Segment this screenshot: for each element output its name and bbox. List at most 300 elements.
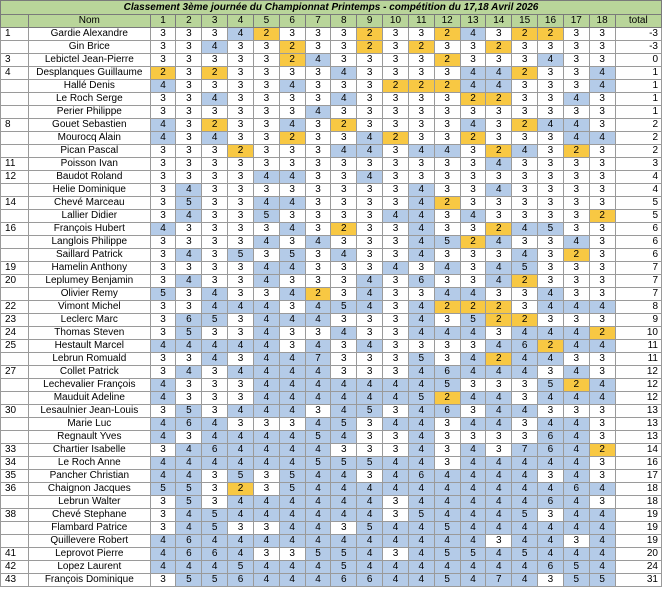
score-cell: 3 <box>150 93 176 106</box>
score-cell: 3 <box>357 327 383 340</box>
score-cell: 3 <box>253 548 279 561</box>
score-cell: 4 <box>408 496 434 509</box>
score-cell: 3 <box>202 379 228 392</box>
score-cell: 4 <box>305 366 331 379</box>
score-cell: 3 <box>279 184 305 197</box>
score-cell: 4 <box>357 509 383 522</box>
rank-cell <box>1 132 29 145</box>
player-row <box>1 444 662 457</box>
score-cell: 3 <box>150 236 176 249</box>
player-row <box>1 223 662 236</box>
score-cell: 3 <box>408 28 434 41</box>
score-cell: 3 <box>228 41 254 54</box>
score-cell: 3 <box>486 171 512 184</box>
score-cell: 4 <box>512 405 538 418</box>
score-cell: 4 <box>512 522 538 535</box>
score-cell: 4 <box>460 561 486 574</box>
score-cell: 3 <box>434 119 460 132</box>
rank-cell <box>1 80 29 93</box>
score-cell: 3 <box>305 171 331 184</box>
score-cell: 4 <box>253 509 279 522</box>
rank-cell <box>1 210 29 223</box>
score-cell: 3 <box>279 106 305 119</box>
total-cell: 17 <box>615 470 661 483</box>
score-cell: 3 <box>253 132 279 145</box>
total-cell: 3 <box>615 158 661 171</box>
score-cell: 3 <box>434 249 460 262</box>
score-cell: 3 <box>563 28 589 41</box>
player-row <box>1 28 662 41</box>
score-cell: 2 <box>228 145 254 158</box>
score-cell: 3 <box>589 496 615 509</box>
score-cell: 3 <box>176 119 202 132</box>
score-cell: 6 <box>408 275 434 288</box>
player-name: Lallier Didier <box>28 210 150 223</box>
score-cell: 4 <box>279 288 305 301</box>
player-name: Chevé Stephane <box>28 509 150 522</box>
player-name: Gin Brice <box>28 41 150 54</box>
score-cell: 3 <box>589 54 615 67</box>
score-cell: 4 <box>150 119 176 132</box>
score-cell: 2 <box>460 132 486 145</box>
score-cell: 3 <box>434 340 460 353</box>
score-cell: 3 <box>512 210 538 223</box>
total-cell: 11 <box>615 340 661 353</box>
score-cell: 3 <box>383 288 409 301</box>
score-cell: 4 <box>563 301 589 314</box>
score-cell: 5 <box>408 392 434 405</box>
score-cell: 3 <box>589 106 615 119</box>
score-cell: 3 <box>563 405 589 418</box>
score-cell: 3 <box>305 158 331 171</box>
score-cell: 4 <box>434 509 460 522</box>
score-cell: 5 <box>279 249 305 262</box>
hole-header: 2 <box>176 15 202 28</box>
score-cell: 3 <box>357 262 383 275</box>
score-cell: 3 <box>512 301 538 314</box>
hole-header: 15 <box>512 15 538 28</box>
score-cell: 4 <box>408 457 434 470</box>
score-cell: 4 <box>486 457 512 470</box>
player-row <box>1 392 662 405</box>
score-cell: 4 <box>228 444 254 457</box>
score-cell: 3 <box>538 236 564 249</box>
score-cell: 7 <box>512 444 538 457</box>
score-cell: 5 <box>176 327 202 340</box>
score-cell: 3 <box>563 288 589 301</box>
score-cell: 3 <box>176 431 202 444</box>
score-cell: 3 <box>331 262 357 275</box>
score-cell: 3 <box>202 483 228 496</box>
total-cell: 12 <box>615 379 661 392</box>
score-cell: 3 <box>512 392 538 405</box>
score-cell: 5 <box>563 574 589 587</box>
score-cell: 4 <box>331 496 357 509</box>
score-cell: 2 <box>383 132 409 145</box>
score-cell: 4 <box>305 574 331 587</box>
score-cell: 4 <box>512 145 538 158</box>
score-cell: 2 <box>279 41 305 54</box>
score-cell: 3 <box>228 314 254 327</box>
total-cell: 5 <box>615 210 661 223</box>
player-row <box>1 314 662 327</box>
score-cell: 4 <box>150 379 176 392</box>
score-cell: 4 <box>228 509 254 522</box>
player-row <box>1 249 662 262</box>
score-cell: 3 <box>383 236 409 249</box>
score-cell: 4 <box>357 275 383 288</box>
score-cell: 3 <box>486 28 512 41</box>
score-cell: 2 <box>460 93 486 106</box>
score-cell: 3 <box>563 67 589 80</box>
score-cell: 3 <box>331 171 357 184</box>
score-cell: 5 <box>253 210 279 223</box>
score-cell: 4 <box>150 80 176 93</box>
score-cell: 3 <box>150 301 176 314</box>
score-cell: 4 <box>253 171 279 184</box>
score-cell: 4 <box>408 379 434 392</box>
score-cell: 4 <box>383 535 409 548</box>
score-cell: 3 <box>563 275 589 288</box>
score-cell: 4 <box>434 327 460 340</box>
score-cell: 3 <box>253 158 279 171</box>
player-row <box>1 418 662 431</box>
score-cell: 2 <box>331 119 357 132</box>
score-cell: 6 <box>202 444 228 457</box>
score-cell: 5 <box>563 561 589 574</box>
total-cell: 1 <box>615 80 661 93</box>
score-cell: 4 <box>279 457 305 470</box>
score-cell: 3 <box>150 249 176 262</box>
score-cell: 3 <box>331 80 357 93</box>
score-cell: 3 <box>176 41 202 54</box>
score-cell: 2 <box>408 80 434 93</box>
hole-header: 5 <box>253 15 279 28</box>
score-cell: 3 <box>331 106 357 119</box>
score-cell: 4 <box>253 340 279 353</box>
score-cell: 3 <box>202 366 228 379</box>
score-cell: 4 <box>202 288 228 301</box>
player-row <box>1 54 662 67</box>
score-cell: 5 <box>202 509 228 522</box>
score-cell: 6 <box>538 431 564 444</box>
score-cell: 4 <box>460 574 486 587</box>
score-cell: 4 <box>331 67 357 80</box>
score-cell: 3 <box>202 327 228 340</box>
score-cell: 4 <box>563 444 589 457</box>
score-cell: 3 <box>538 574 564 587</box>
score-cell: 4 <box>228 28 254 41</box>
score-cell: 3 <box>538 197 564 210</box>
score-cell: 3 <box>538 509 564 522</box>
score-cell: 4 <box>279 119 305 132</box>
hole-header: 9 <box>357 15 383 28</box>
score-cell: 5 <box>331 301 357 314</box>
hole-header: 6 <box>279 15 305 28</box>
score-cell: 3 <box>331 41 357 54</box>
score-cell: 3 <box>150 262 176 275</box>
score-cell: 3 <box>331 184 357 197</box>
score-cell: 3 <box>563 262 589 275</box>
rank-cell: 1 <box>1 28 29 41</box>
score-cell: 3 <box>202 106 228 119</box>
score-cell: 3 <box>150 522 176 535</box>
rank-cell <box>1 496 29 509</box>
player-row <box>1 327 662 340</box>
score-cell: 4 <box>538 535 564 548</box>
score-cell: 4 <box>563 327 589 340</box>
score-cell: 3 <box>460 106 486 119</box>
score-cell: 3 <box>150 106 176 119</box>
score-cell: 3 <box>202 54 228 67</box>
score-cell: 4 <box>434 470 460 483</box>
score-cell: 3 <box>589 405 615 418</box>
score-cell: 2 <box>589 210 615 223</box>
score-cell: 4 <box>486 418 512 431</box>
score-cell: 3 <box>176 236 202 249</box>
score-cell: 2 <box>357 41 383 54</box>
score-cell: 5 <box>589 574 615 587</box>
player-name: Olivier Remy <box>28 288 150 301</box>
score-cell: 4 <box>253 392 279 405</box>
score-cell: 3 <box>228 119 254 132</box>
total-cell: 1 <box>615 67 661 80</box>
score-cell: 5 <box>512 509 538 522</box>
total-cell: 2 <box>615 145 661 158</box>
score-cell: 3 <box>383 496 409 509</box>
score-cell: 4 <box>408 249 434 262</box>
score-cell: 3 <box>305 223 331 236</box>
score-cell: 3 <box>202 210 228 223</box>
score-cell: 4 <box>512 223 538 236</box>
score-cell: 3 <box>589 197 615 210</box>
score-cell: 6 <box>176 548 202 561</box>
score-cell: 3 <box>357 158 383 171</box>
score-cell: 3 <box>538 262 564 275</box>
score-cell: 4 <box>228 457 254 470</box>
score-cell: 4 <box>279 379 305 392</box>
player-name: Chevé Marceau <box>28 197 150 210</box>
score-cell: 3 <box>331 28 357 41</box>
score-cell: 3 <box>460 145 486 158</box>
score-cell: 3 <box>486 535 512 548</box>
score-cell: 3 <box>253 483 279 496</box>
score-cell: 4 <box>279 80 305 93</box>
score-cell: 3 <box>331 197 357 210</box>
score-cell: 3 <box>228 158 254 171</box>
score-cell: 4 <box>383 483 409 496</box>
score-cell: 7 <box>305 353 331 366</box>
score-cell: 3 <box>305 197 331 210</box>
score-cell: 4 <box>408 145 434 158</box>
score-cell: 4 <box>253 301 279 314</box>
score-cell: 3 <box>434 171 460 184</box>
score-cell: 3 <box>460 262 486 275</box>
score-cell: 4 <box>253 444 279 457</box>
score-cell: 4 <box>408 301 434 314</box>
score-cell: 2 <box>563 249 589 262</box>
score-cell: 3 <box>357 236 383 249</box>
score-cell: 2 <box>538 28 564 41</box>
score-cell: 4 <box>538 353 564 366</box>
total-cell: 10 <box>615 327 661 340</box>
rank-cell: 11 <box>1 158 29 171</box>
score-cell: 4 <box>150 132 176 145</box>
score-cell: 3 <box>383 353 409 366</box>
score-cell: 4 <box>486 275 512 288</box>
score-cell: 2 <box>150 67 176 80</box>
score-cell: 3 <box>150 353 176 366</box>
score-cell: 4 <box>434 496 460 509</box>
score-cell: 3 <box>434 457 460 470</box>
score-cell: 4 <box>408 327 434 340</box>
player-row <box>1 535 662 548</box>
total-cell: 13 <box>615 431 661 444</box>
score-cell: 3 <box>331 275 357 288</box>
score-cell: 4 <box>253 366 279 379</box>
score-cell: 4 <box>383 470 409 483</box>
score-cell: 7 <box>486 574 512 587</box>
rank-cell <box>1 535 29 548</box>
score-cell: 4 <box>460 392 486 405</box>
total-cell: 6 <box>615 236 661 249</box>
rank-cell: 8 <box>1 119 29 132</box>
score-cell: 4 <box>279 262 305 275</box>
score-cell: 4 <box>434 535 460 548</box>
score-cell: 4 <box>408 210 434 223</box>
player-row <box>1 41 662 54</box>
player-name: Chaignon Jacques <box>28 483 150 496</box>
score-cell: 5 <box>331 418 357 431</box>
player-name: Lesaulnier Jean-Louis <box>28 405 150 418</box>
score-cell: 4 <box>202 418 228 431</box>
score-cell: 2 <box>486 223 512 236</box>
score-cell: 3 <box>589 275 615 288</box>
score-cell: 3 <box>305 184 331 197</box>
score-cell: 4 <box>408 548 434 561</box>
score-cell: 4 <box>150 548 176 561</box>
score-cell: 5 <box>538 223 564 236</box>
score-cell: 3 <box>202 145 228 158</box>
score-cell: 5 <box>434 574 460 587</box>
score-cell: 3 <box>150 184 176 197</box>
rank-cell: 22 <box>1 301 29 314</box>
score-cell: 4 <box>589 561 615 574</box>
score-cell: 3 <box>357 210 383 223</box>
rank-cell: 23 <box>1 314 29 327</box>
total-cell: 12 <box>615 366 661 379</box>
score-cell: 4 <box>589 535 615 548</box>
score-cell: 3 <box>538 67 564 80</box>
score-cell: 4 <box>305 379 331 392</box>
score-cell: 6 <box>538 561 564 574</box>
score-cell: 4 <box>305 470 331 483</box>
score-cell: 4 <box>279 574 305 587</box>
score-cell: 4 <box>357 392 383 405</box>
score-cell: 4 <box>512 353 538 366</box>
score-cell: 3 <box>357 366 383 379</box>
score-cell: 3 <box>512 41 538 54</box>
score-cell: 3 <box>383 93 409 106</box>
player-row <box>1 288 662 301</box>
score-cell: 4 <box>408 444 434 457</box>
score-cell: 3 <box>538 314 564 327</box>
player-name: Quillevere Robert <box>28 535 150 548</box>
player-row <box>1 574 662 587</box>
total-cell: 16 <box>615 457 661 470</box>
score-cell: 4 <box>357 535 383 548</box>
score-cell: 3 <box>589 93 615 106</box>
score-cell: 3 <box>253 249 279 262</box>
rank-cell: 27 <box>1 366 29 379</box>
score-cell: 4 <box>460 80 486 93</box>
score-cell: 4 <box>460 67 486 80</box>
score-cell: 3 <box>538 184 564 197</box>
score-cell: 4 <box>279 509 305 522</box>
score-cell: 4 <box>357 496 383 509</box>
score-cell: 4 <box>331 535 357 548</box>
score-cell: 3 <box>408 54 434 67</box>
score-cell: 4 <box>228 548 254 561</box>
score-cell: 4 <box>563 340 589 353</box>
score-cell: 4 <box>176 275 202 288</box>
score-cell: 5 <box>434 548 460 561</box>
total-cell: 2 <box>615 132 661 145</box>
score-cell: 4 <box>150 431 176 444</box>
total-cell: 13 <box>615 418 661 431</box>
rank-cell: 38 <box>1 509 29 522</box>
player-row <box>1 80 662 93</box>
player-row <box>1 197 662 210</box>
player-name: François Dominique <box>28 574 150 587</box>
score-cell: 4 <box>253 236 279 249</box>
score-cell: 4 <box>176 509 202 522</box>
score-cell: 6 <box>228 574 254 587</box>
score-cell: 3 <box>176 223 202 236</box>
score-cell: 3 <box>563 158 589 171</box>
score-cell: 3 <box>538 249 564 262</box>
score-cell: 4 <box>486 405 512 418</box>
score-cell: 4 <box>408 184 434 197</box>
score-cell: 3 <box>486 54 512 67</box>
score-cell: 3 <box>331 210 357 223</box>
player-name: François Hubert <box>28 223 150 236</box>
score-cell: 3 <box>305 327 331 340</box>
score-cell: 4 <box>228 301 254 314</box>
score-cell: 3 <box>460 54 486 67</box>
player-name: Helie Dominique <box>28 184 150 197</box>
score-cell: 2 <box>512 67 538 80</box>
score-cell: 4 <box>408 522 434 535</box>
total-cell: -3 <box>615 41 661 54</box>
score-cell: 4 <box>305 496 331 509</box>
score-cell: 3 <box>357 431 383 444</box>
rank-cell: 12 <box>1 171 29 184</box>
score-cell: 3 <box>176 93 202 106</box>
score-cell: 4 <box>538 548 564 561</box>
score-cell: 3 <box>589 457 615 470</box>
score-cell: 3 <box>228 275 254 288</box>
score-cell: 4 <box>150 392 176 405</box>
score-cell: 5 <box>176 496 202 509</box>
score-cell: 5 <box>305 431 331 444</box>
score-cell: 3 <box>383 548 409 561</box>
score-cell: 4 <box>408 574 434 587</box>
total-cell: 13 <box>615 405 661 418</box>
total-cell: 20 <box>615 548 661 561</box>
score-cell: 2 <box>228 483 254 496</box>
score-cell: 4 <box>331 431 357 444</box>
